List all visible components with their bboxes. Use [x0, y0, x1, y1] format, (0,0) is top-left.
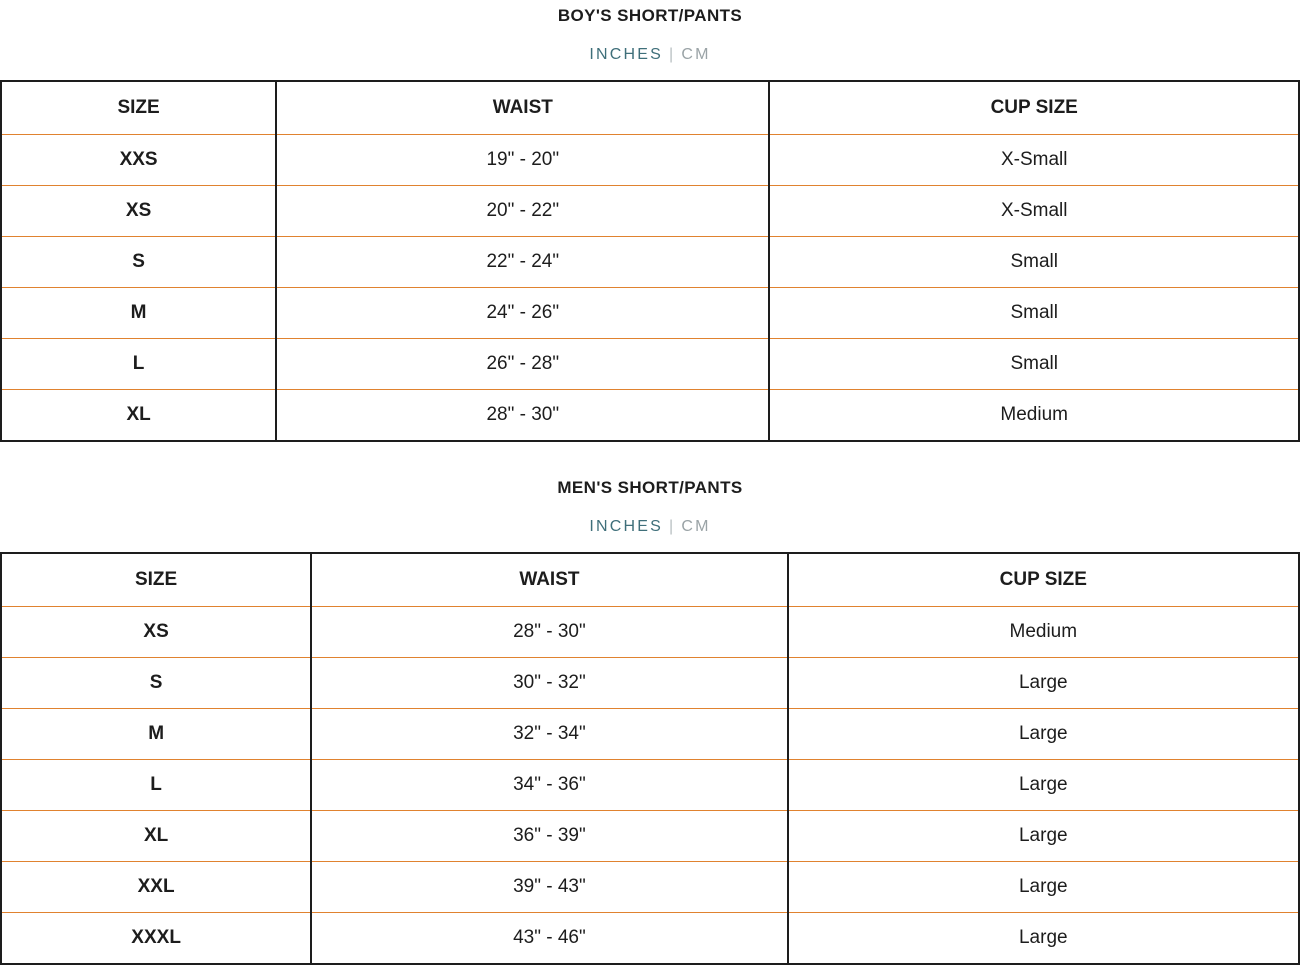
cell-size: XS [1, 186, 276, 237]
unit-option-cm[interactable]: CM [681, 518, 711, 535]
size-table-boys [0, 80, 1300, 442]
section-title-boys: BOY'S SHORT/PANTS [557, 6, 743, 25]
cell-waist: 36" - 39" [311, 811, 787, 862]
table-row [1, 811, 1299, 862]
cell-size: XXL [1, 862, 311, 913]
table-row [1, 760, 1299, 811]
cell-waist: 19" - 20" [276, 135, 769, 186]
cell-waist: 30" - 32" [311, 658, 787, 709]
table-row [1, 237, 1299, 288]
table-row [1, 339, 1299, 390]
table-row [1, 288, 1299, 339]
cell-size: L [1, 339, 276, 390]
cell-cup-size: Large [788, 709, 1299, 760]
column-header-cup-size: CUP SIZE [769, 81, 1299, 135]
unit-separator: | [669, 518, 676, 535]
cell-waist: 32" - 34" [311, 709, 787, 760]
table-row [1, 658, 1299, 709]
size-table-mens [0, 552, 1300, 965]
cell-cup-size: Medium [769, 390, 1299, 442]
unit-toggle-mens[interactable] [0, 518, 1300, 536]
cell-waist: 28" - 30" [276, 390, 769, 442]
cell-size: M [1, 709, 311, 760]
cell-size: XL [1, 811, 311, 862]
cell-size: XXXL [1, 913, 311, 965]
column-header-size: SIZE [1, 553, 311, 607]
table-header-row [1, 553, 1299, 607]
cell-cup-size: Large [788, 913, 1299, 965]
unit-option-inches[interactable]: INCHES [589, 46, 663, 63]
cell-size: XL [1, 390, 276, 442]
cell-cup-size: X-Small [769, 135, 1299, 186]
table-row [1, 607, 1299, 658]
column-header-size: SIZE [1, 81, 276, 135]
table-row [1, 709, 1299, 760]
cell-waist: 34" - 36" [311, 760, 787, 811]
cell-waist: 22" - 24" [276, 237, 769, 288]
cell-size: L [1, 760, 311, 811]
cell-waist: 43" - 46" [311, 913, 787, 965]
unit-option-cm[interactable]: CM [681, 46, 711, 63]
table-header-row [1, 81, 1299, 135]
column-header-waist: WAIST [276, 81, 769, 135]
table-row [1, 862, 1299, 913]
unit-separator: | [669, 46, 676, 63]
cell-cup-size: Large [788, 862, 1299, 913]
section-spacer [0, 442, 1300, 472]
section-title-mens: MEN'S SHORT/PANTS [557, 478, 743, 497]
cell-size: M [1, 288, 276, 339]
cell-waist: 24" - 26" [276, 288, 769, 339]
cell-cup-size: Small [769, 339, 1299, 390]
table-row [1, 390, 1299, 442]
cell-size: XXS [1, 135, 276, 186]
size-section-mens [0, 472, 1300, 965]
cell-waist: 20" - 22" [276, 186, 769, 237]
cell-size: S [1, 237, 276, 288]
table-row [1, 186, 1299, 237]
cell-size: XS [1, 607, 311, 658]
cell-waist: 39" - 43" [311, 862, 787, 913]
cell-cup-size: X-Small [769, 186, 1299, 237]
cell-cup-size: Large [788, 760, 1299, 811]
cell-cup-size: Small [769, 237, 1299, 288]
unit-toggle-boys[interactable] [0, 46, 1300, 64]
column-header-waist: WAIST [311, 553, 787, 607]
table-row [1, 913, 1299, 965]
cell-cup-size: Small [769, 288, 1299, 339]
cell-cup-size: Large [788, 658, 1299, 709]
cell-size: S [1, 658, 311, 709]
column-header-cup-size: CUP SIZE [788, 553, 1299, 607]
table-row [1, 135, 1299, 186]
unit-option-inches[interactable]: INCHES [589, 518, 663, 535]
size-section-boys [0, 0, 1300, 442]
cell-cup-size: Medium [788, 607, 1299, 658]
cell-cup-size: Large [788, 811, 1299, 862]
cell-waist: 28" - 30" [311, 607, 787, 658]
cell-waist: 26" - 28" [276, 339, 769, 390]
